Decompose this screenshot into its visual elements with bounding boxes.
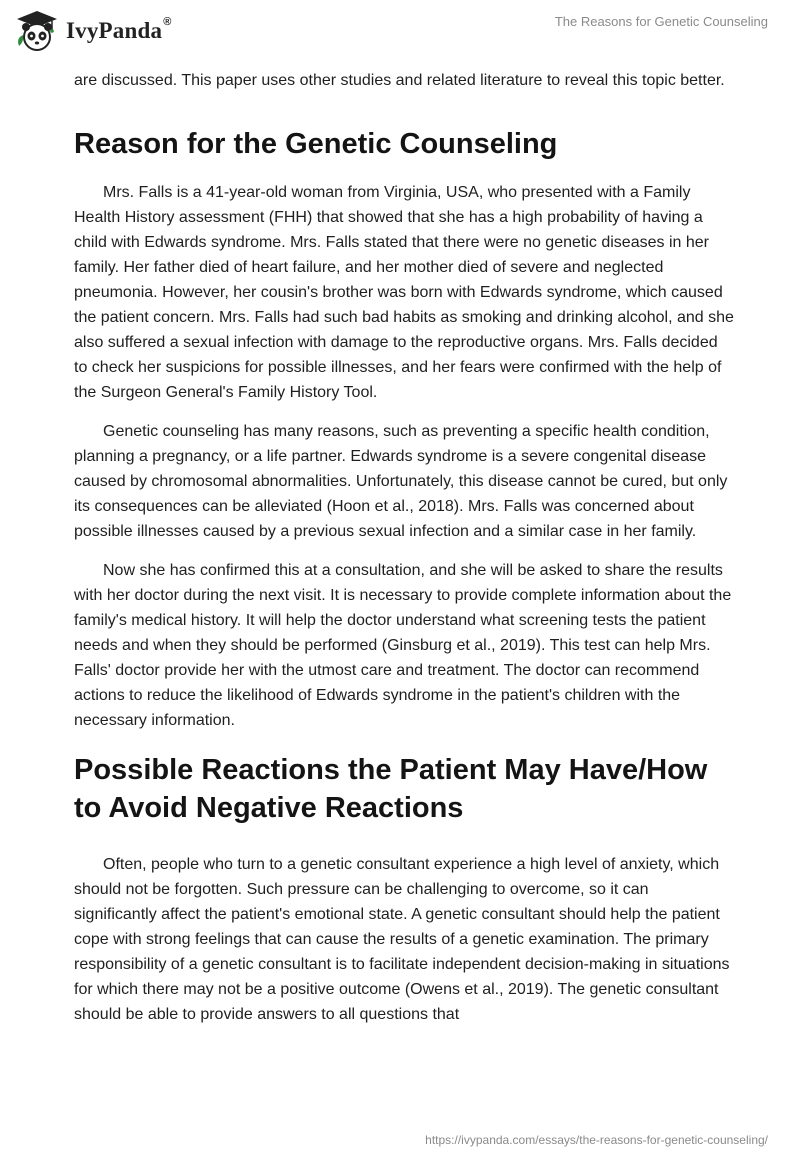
- registered-mark: ®: [163, 16, 172, 28]
- body-paragraph: Now she has confirmed this at a consultation, and she will be asked to share the results with her doctor during the next visit. It is necessary to provide complete information about the family's medical history. It will help the doctor understand what screening tests the patient needs and when they should be performed (Ginsburg et al., 2019). This test can help Mrs. Falls' doctor provide her with the utmost care and treatment. The doctor can recommend actions to reduce the likelihood of Edwards syndrome in the patient's children with the necessary information.: [74, 562, 732, 729]
- source-url-link[interactable]: https://ivypanda.com/essays/the-reasons-for-genetic-counseling/: [425, 1133, 768, 1147]
- body-paragraph: Genetic counseling has many reasons, such as preventing a specific health condition, planning a pregnancy, or a life partner. Edwards syndrome is a severe congenital disease caused by chromosomal abnormalities. Unfortunately, this disease cannot be cured, but only its consequences can be alleviated (Hoon et al., 2018). Mrs. Falls was concerned about possible illnesses caused by a previous sexual infection and a similar case in her family.: [74, 423, 728, 540]
- body-paragraph: Often, people who turn to a genetic consultant experience a high level of anxiety, which should not be forgotten. Such pressure can be challenging to overcome, so it can significantly affect the patient's emotional state. A genetic consultant should help the patient cope with strong feelings that can cause the results of a genetic examination. The primary responsibility of a genetic consultant is to facilitate independent decision-making in situations for which there may not be a positive outcome (Owens et al., 2019). The genetic consultant should be able to provide answers to all questions that: [74, 856, 730, 1023]
- ivypanda-logo[interactable]: [14, 8, 172, 54]
- body-paragraph: Mrs. Falls is a 41-year-old woman from Virginia, USA, who presented with a Family Health History assessment (FHH) that showed that she has a high probability of having a child with Edwards syndrome. Mrs. Falls stated that there were no genetic diseases in her family. Her father died of heart failure, and her mother died of severe and neglected pneumonia. However, her cousin's brother was born with Edwards syndrome, which caused the patient concern. Mrs. Falls had such bad habits as smoking and drinking alcohol, and she also suffered a sexual infection with damage to the reproductive organs. Mrs. Falls decided to check her suspicions for possible illnesses, and her fears were confirmed with the help of the Surgeon General's Family History Tool.: [74, 184, 734, 401]
- document-title: The Reasons for Genetic Counseling: [554, 14, 768, 29]
- intro-paragraph: are discussed. This paper uses other studies and related literature to reveal this topic better.: [74, 72, 725, 89]
- page-header: [0, 0, 800, 66]
- logo-text: IvyPanda: [66, 18, 163, 43]
- section-heading-reactions: Possible Reactions the Patient May Have/How to Avoid Negative Reactions: [74, 754, 708, 824]
- essay-content: [74, 68, 734, 1041]
- logo-wordmark: [66, 18, 172, 44]
- section-heading-reason: Reason for the Genetic Counseling: [74, 128, 558, 160]
- panda-logo-icon: [14, 8, 60, 54]
